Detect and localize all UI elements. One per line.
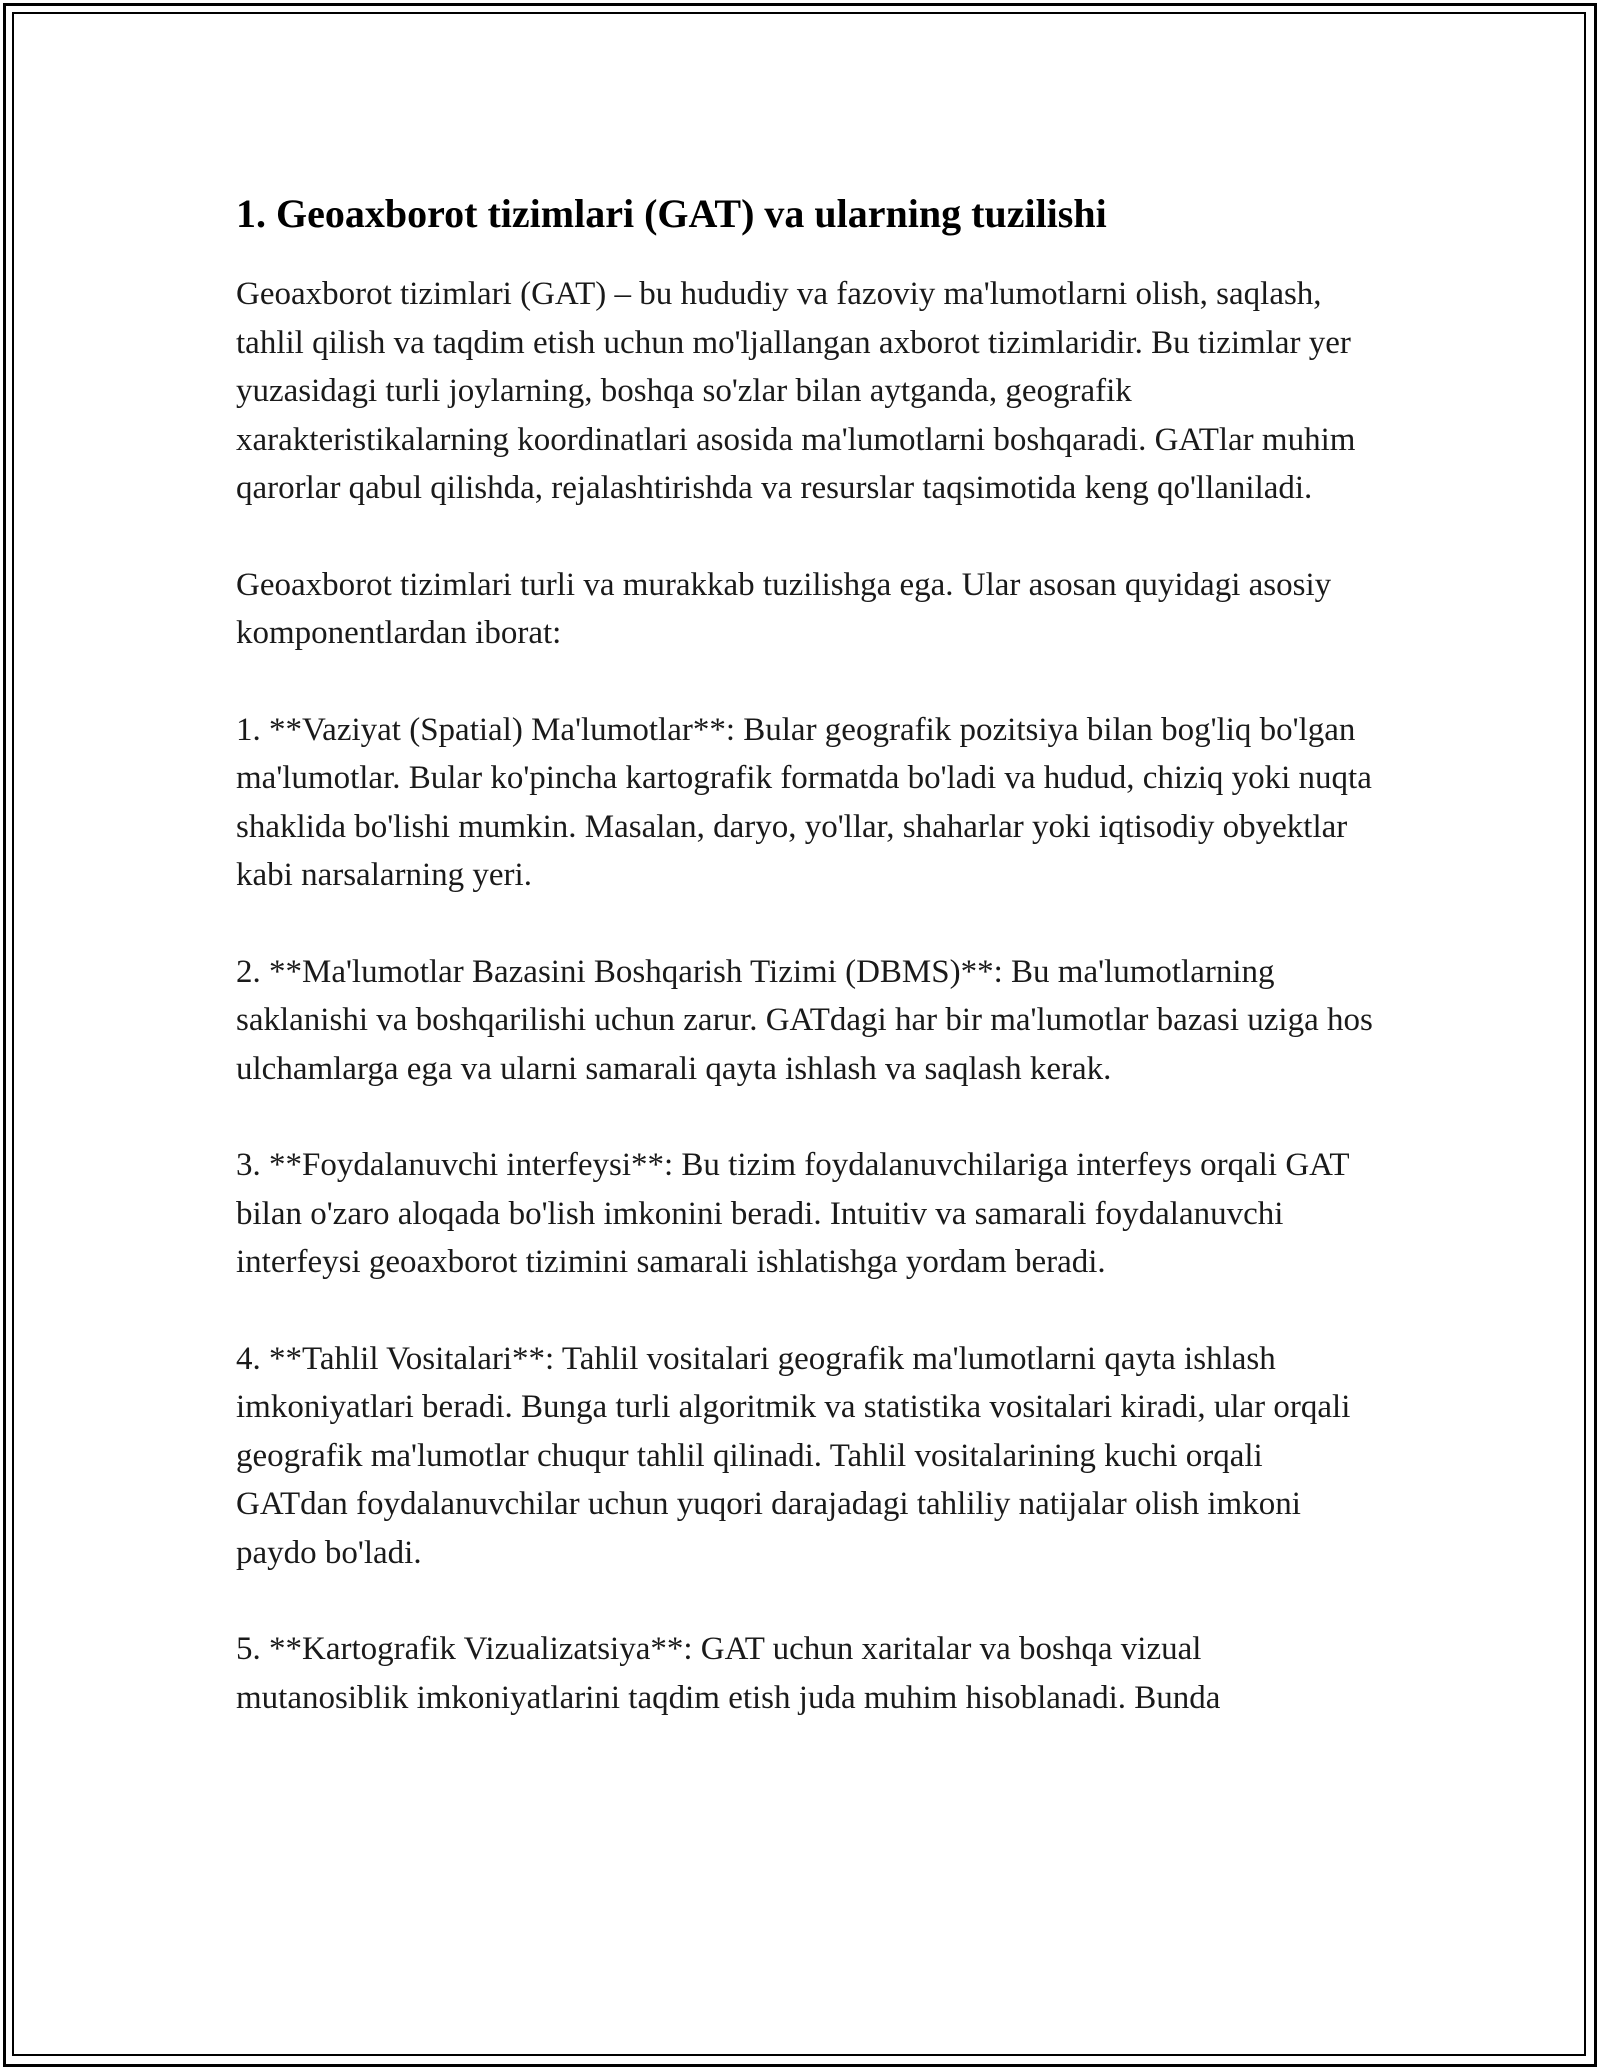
list-item-spatial-data: 1. **Vaziyat (Spatial) Ma'lumotlar**: Bular geografik pozitsiya bilan bog'liq bo'lgan ma'lumotlar. Bular ko'pincha kartografik formatda bo'ladi va hudud, chiziq yoki nuqta shaklida bo'lishi mumkin. Masalan, daryo, yo'llar, shaharlar yoki iqtisodiy obyektlar kabi narsalarning yeri. [236, 711, 1372, 893]
list-item-analysis-tools: 4. **Tahlil Vositalari**: Tahlil vositalari geografik ma'lumotlarni qayta ishlash imkoniyatlari beradi. Bunga turli algoritmik va statistika vositalari kiradi, ular orqali geografik ma'lumotlar chuqur tahlil qilinadi. Tahlil vositalarining kuchi orqali GATdan foydalanuvchilar uchun yuqori darajadagi tahliliy natijalar olish imkoni paydo bo'ladi. [236, 1340, 1351, 1571]
list-item-user-interface: 3. **Foydalanuvchi interfeysi**: Bu tizim foydalanuvchilariga interfeys orqali GAT bilan o'zaro aloqada bo'lish imkonini beradi. Intuitiv va samarali foydalanuvchi interfeysi geoaxborot tizimini samarali ishlatishga yordam beradi. [236, 1147, 1349, 1280]
section-heading: 1. Geoaxborot tizimlari (GAT) va ularning tuzilishi [236, 191, 1107, 236]
document-body [236, 186, 1376, 1770]
paragraph-structure: Geoaxborot tizimlari turli va murakkab tuzilishga ega. Ular asosan quyidagi asosiy komponentlardan iborat: [236, 566, 1332, 651]
list-item-cartographic-visualization: 5. **Kartografik Vizualizatsiya**: GAT uchun xaritalar va boshqa vizual mutanosiblik imkoniyatlarini taqdim etish juda muhim hisoblanadi. Bunda [236, 1631, 1221, 1716]
list-item-dbms: 2. **Ma'lumotlar Bazasini Boshqarish Tizimi (DBMS)**: Bu ma'lumotlarning saklanishi va boshqarilishi uchun zarur. GATdagi har bir ma'lumotlar bazasi uziga hos ulchamlarga ega va ularni samarali qayta ishlash va saqlash kerak. [236, 953, 1373, 1087]
paragraph-intro: Geoaxborot tizimlari (GAT) – bu hududiy va fazoviy ma'lumotlarni olish, saqlash, tahlil qilish va taqdim etish uchun mo'ljallangan axborot tizimlaridir. Bu tizimlar yer yuzasidagi turli joylarning, boshqa so'zlar bilan aytganda, geografik xarakteristikalarning koordinatlari asosida ma'lumotlarni boshqaradi. GATlar muhim qarorlar qabul qilishda, rejalashtirishda va resurslar taqsimotida keng qo'llaniladi. [236, 276, 1356, 506]
